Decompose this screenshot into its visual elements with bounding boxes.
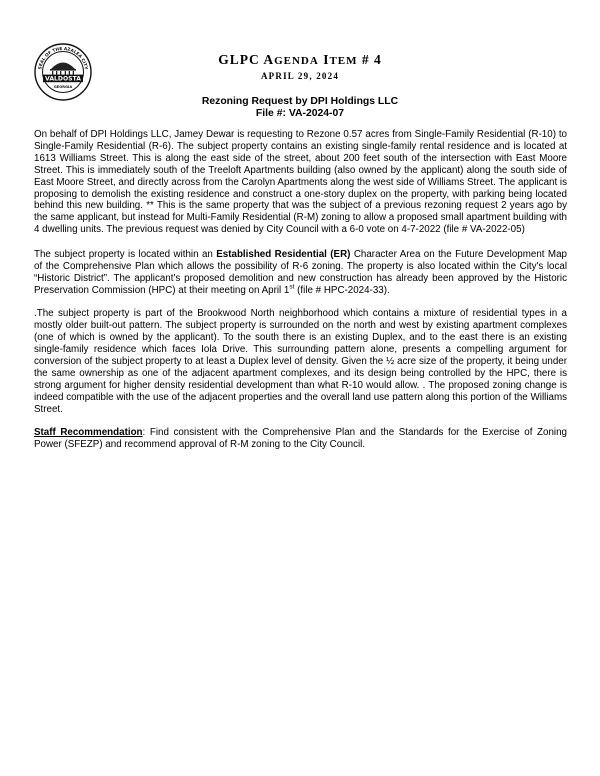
agenda-title: GLPC AGENDA ITEM # 4 [218,52,382,67]
paragraph-request-summary: On behalf of DPI Holdings LLC, Jamey Dewar is requesting to Rezone 0.57 acres from Single-Family Residential (R-10) to Single-Family Residential (R-6). The subject property contains an existing single-family rental residence and is located at 1613 Williams Street. This is along the east side of the street, about 200 feet south of the intersection with East Moore Street. This is immediately south of the Treeloft Apartments building (also owned by the applicant) along the south side of East Moore Street, and directly across from the Carolyn Apartments along the west side of Williams Street. The applicant is proposing to demolish the existing residence and construct a one-story duplex on the property, with parking being located behind this new building. ** This is the same property that was the subject of a previous rezoning request 2 years ago by the same applicant, but instead for Multi-Family Residential (R-M) zoning to allow a proposed small apartment building with 4 dwelling units. The previous request was denied by City Council with a 6-0 vote on 4-7-2022 (file # VA-2022-05) [34,129,567,236]
seal-city-text: VALDOSTA [45,75,81,83]
city-seal-logo [34,43,92,101]
request-file-number: File #: VA-2024-07 [255,108,345,119]
document-body [34,129,567,462]
character-area-name: Established Residential (ER) [216,249,351,261]
paragraph-staff-recommendation: Staff Recommendation: Find consistent with the Comprehensive Plan and the Standards for the Exercise of Zoning Power (SFEZP) and recommend approval of R-M zoning to the City Council. [34,426,567,450]
staff-recommendation-label: Staff Recommendation [34,426,143,438]
seal-top-text: SEAL OF THE AZALEA CITY [38,46,88,71]
paragraph-character-area: The subject property is located within an Established Residential (ER) Character Area on the Future Development Map of the Comprehensive Plan which allows the possibility of R-6 zoning. The property is also located within the City's local “Historic District”. The applicant's proposed demolition and new construction has already been approved by the Historic Preservation Commission (HPC) at their meeting on April 1st (file # HPC-2024-33). [34,249,567,296]
request-title: Rezoning Request by DPI Holdings LLC [201,96,399,107]
agenda-header [100,52,500,82]
request-heading [60,96,540,120]
agenda-date: APRIL 29, 2024 [260,71,340,81]
seal-bottom-text: GEORGIA [53,85,73,89]
paragraph-neighborhood: .The subject property is part of the Brookwood North neighborhood which contains a mixture of residential types in a mostly older built-out pattern. The subject property is surrounded on the north and west by existing apartment complexes (one of which is owned by the applicant). To the south there is an existing Duplex, and to the east there is an existing single-family residence which faces Iola Drive. This surrounding pattern alone, presents a compelling argument for conversion of the subject property to at least a Duplex level of density. Given the ½ acre size of the property, it being under the same ownership as one of the adjacent apartment complexes, and its design being controlled by the HPC, there is strong argument for higher density residential development than what R-10 would allow. . The proposed zoning change is indeed compatible with the use of the adjacent properties and the overall land use pattern along this portion of the Williams Street. [34,308,567,415]
